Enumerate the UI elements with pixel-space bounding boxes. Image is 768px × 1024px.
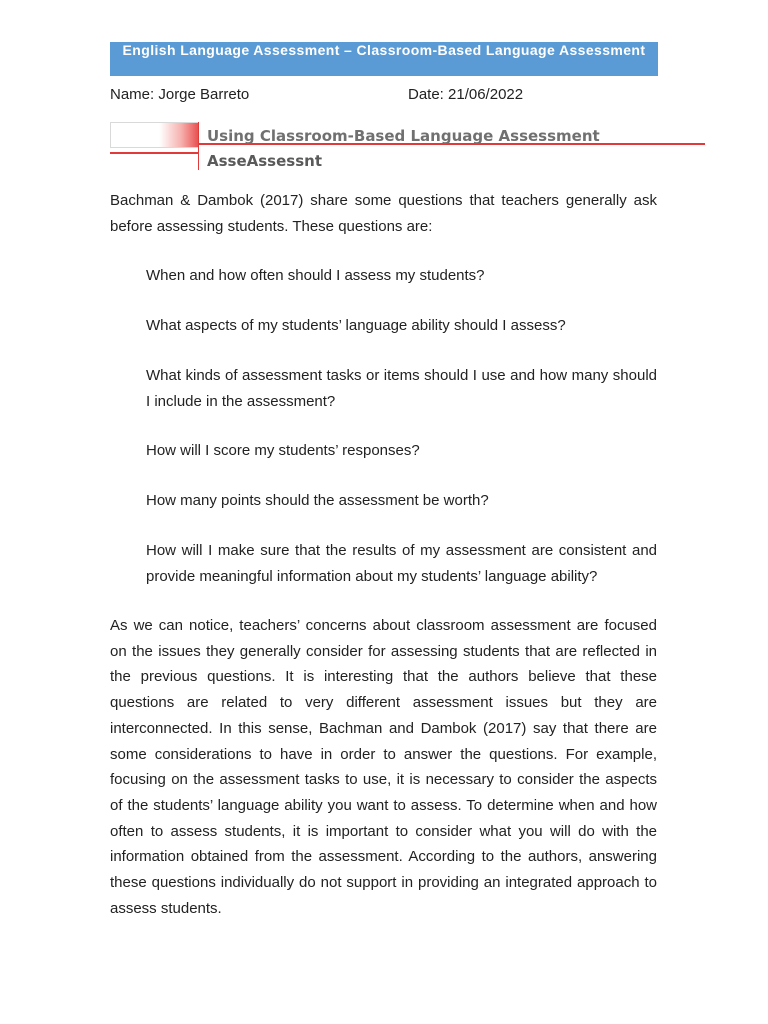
student-name: Name: Jorge Barreto (110, 86, 250, 103)
question-item: How will I score my students’ responses? (146, 442, 420, 459)
intro-paragraph: Bachman & Dambok (2017) share some questions that teachers generally ask before assessing students. These questions are: (110, 192, 657, 235)
question-item: How will I make sure that the results of my assessment are consistent and provide meaningful information about my students’ language ability? (146, 542, 657, 585)
section-title: Using Classroom-Based Language Assessment (207, 127, 600, 145)
section-subtitle: AsseAssessnt (207, 152, 322, 170)
document-header-banner (110, 42, 658, 76)
question-item: When and how often should I assess my students? (146, 267, 485, 284)
section-banner-gradient (110, 122, 199, 148)
question-item: What kinds of assessment tasks or items should I use and how many should I include in the assessment? (146, 367, 657, 410)
section-banner-underline (110, 152, 198, 154)
document-header-title: English Language Assessment – Classroom-Based Language Assessment (122, 42, 646, 58)
question-item: What aspects of my students’ language ability should I assess? (146, 317, 566, 334)
body-paragraph: As we can notice, teachers’ concerns about classroom assessment are focused on the issues they generally consider for assessing students that are reflected in the previous questions. It is interesting that the authors believe that these questions are related to very different assessment issues but they are interconnected. In this sense, Bachman and Dambok (2017) say that there are some considerations to have in order to answer the questions. For example, focusing on the assessment tasks to use, it is necessary to consider the aspects of the students’ language ability you want to assess. To determine when and how often to assess students, it is important to consider what you will do with the information obtained from the assessment. According to the authors, answering these questions individually do not support in providing an integrated approach to assess students. (110, 617, 657, 917)
document-date: Date: 21/06/2022 (408, 86, 524, 103)
section-banner-divider (198, 122, 199, 170)
question-item: How many points should the assessment be worth? (146, 492, 489, 509)
